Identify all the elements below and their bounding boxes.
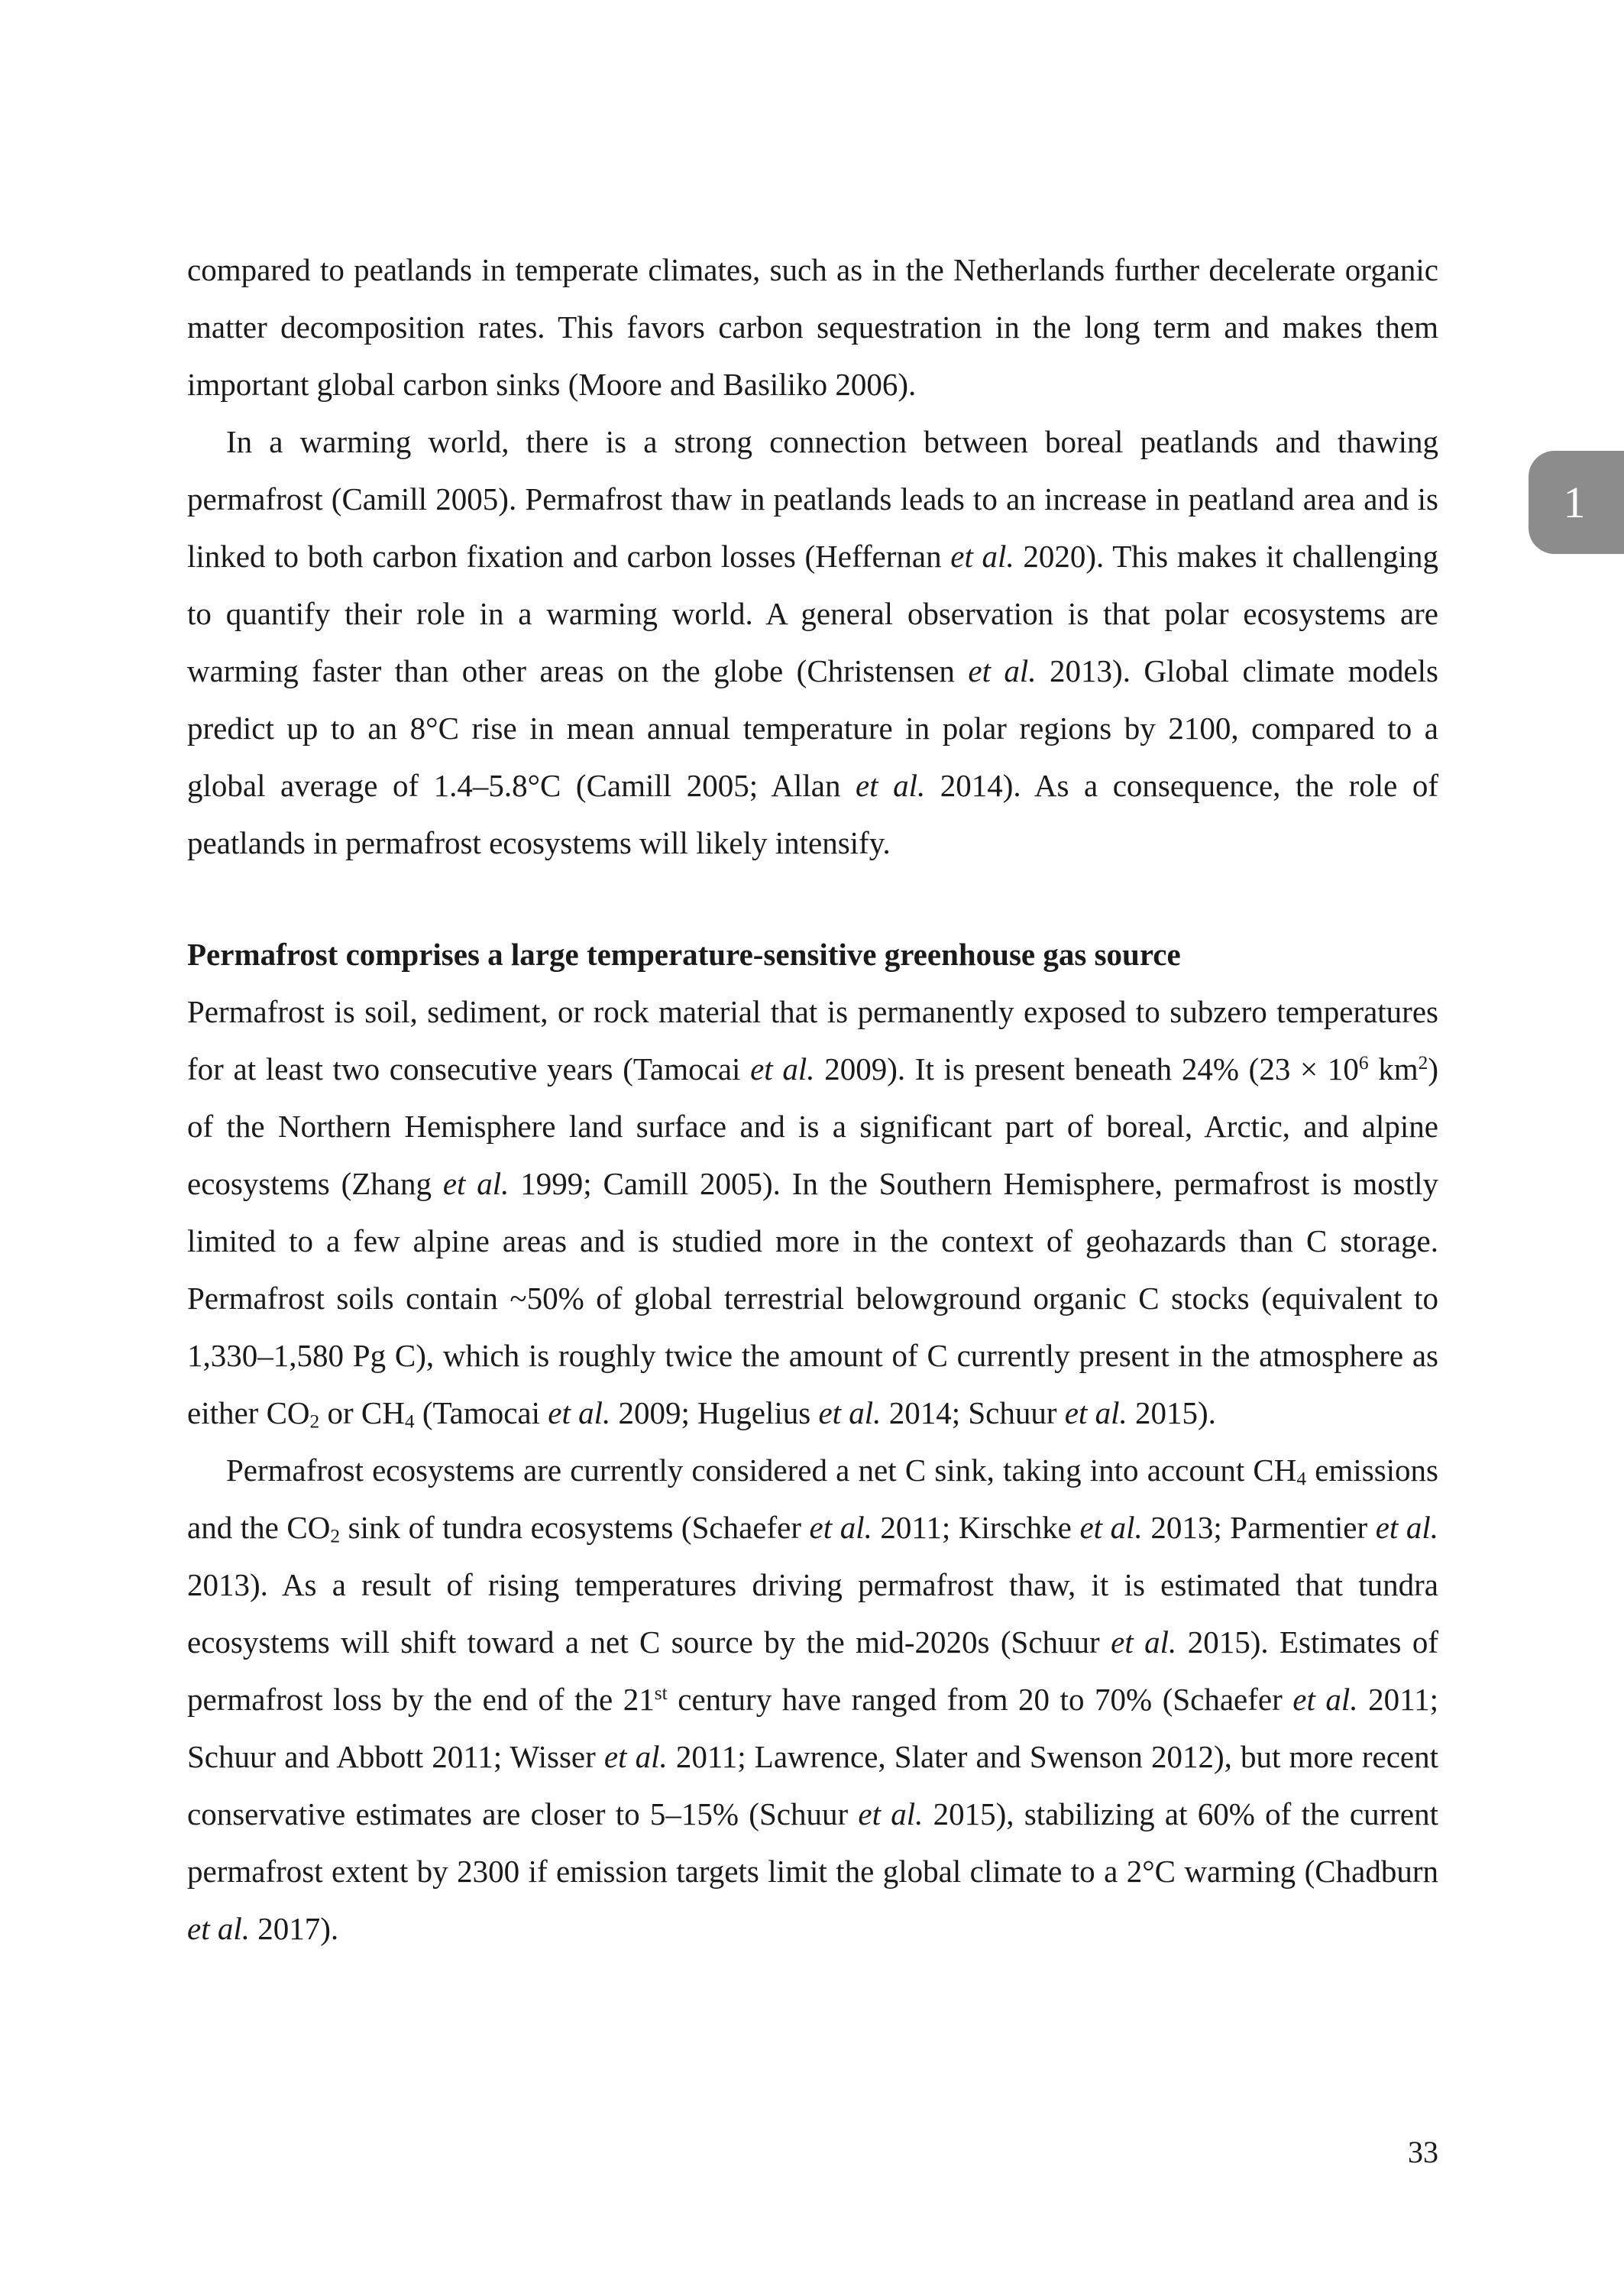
chapter-tab xyxy=(1529,451,1624,554)
paragraph-1: compared to peatlands in temperate climates, such as in the Netherlands further decelerate organic matter decomposition rates. This favors carbon sequestration in the long term and makes them important global carbon sinks (Moore and Basiliko 2006). xyxy=(187,252,1438,402)
section-heading: Permafrost comprises a large temperature-sensitive greenhouse gas source xyxy=(187,937,1181,972)
body-text-section xyxy=(187,926,1438,1958)
chapter-number: 1 xyxy=(1563,478,1586,527)
paragraph-4: Permafrost ecosystems are currently considered a net C sink, taking into account $CH_4$ emissions and the $CO_2$ sink of tundra ecosystems (Schaefer et al. 2011; Kirschke et al. 2013; Parmentier et al. 2013). As a result of rising temperatures driving permafrost thaw, it is estimated that tundra ecosystems will shift toward a net C source by the mid-2020s (Schuur et al. 2015). Estimates of permafrost loss by the end of the 21st century have ranged from 20 to 70% (Schaefer et al. 2011; Schuur and Abbott 2011; Wisser et al. 2011; Lawrence, Slater and Swenson 2012), but more recent conservative estimates are closer to 5–15% (Schuur et al. 2015), stabilizing at 60% of the current permafrost extent by 2300 if emission targets limit the global climate to a 2°C warming (Chadburn et al. 2017). xyxy=(187,1453,1439,1946)
page-number: 33 xyxy=(1408,2135,1438,2169)
paragraph-2: In a warming world, there is a strong connection between boreal peatlands and thawing permafrost (Camill 2005). Permafrost thaw in peatlands leads to an increase in peatland area and is linked to both carbon fixation and carbon losses (Heffernan et al. 2020). This makes it challenging to quantify their role in a warming world. A general observation is that polar ecosystems are warming faster than other areas on the globe (Christensen et al. 2013). Global climate models predict up to an 8°C rise in mean annual temperature in polar regions by 2100, compared to a global average of 1.4–5.8°C (Camill 2005; Allan et al. 2014). As a consequence, the role of peatlands in permafrost ecosystems will likely intensify. xyxy=(187,424,1438,860)
body-text-top xyxy=(187,241,1438,872)
paragraph-3: Permafrost is soil, sediment, or rock material that is permanently exposed to subzero temperatures for at least two consecutive years (Tamocai et al. 2009). It is present beneath 24% ($23 \times 10^6$ $km^2$) of the Northern Hemisphere land surface and is a significant part of boreal, Arctic, and alpine ecosystems (Zhang et al. 1999; Camill 2005). In the Southern Hemisphere, permafrost is mostly limited to a few alpine areas and is studied more in the context of geohazards than C storage. Permafrost soils contain ~50% of global terrestrial belowground organic C stocks (equivalent to 1,330–1,580 Pg C), which is roughly twice the amount of C currently present in the atmosphere as either $CO_2$ or $CH_4$ (Tamocai et al. 2009; Hugelius et al. 2014; Schuur et al. 2015). xyxy=(187,994,1438,1433)
